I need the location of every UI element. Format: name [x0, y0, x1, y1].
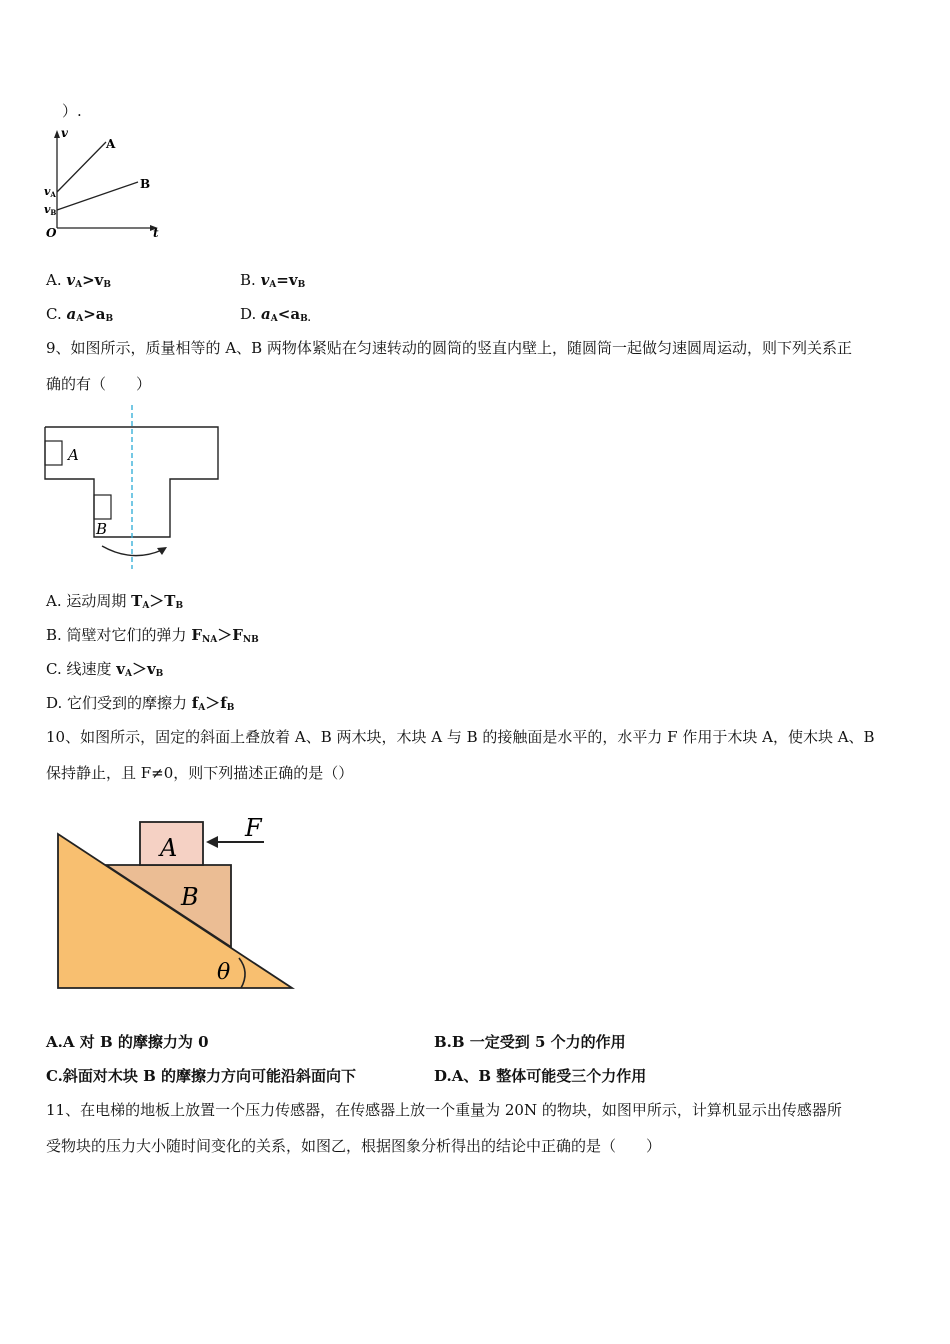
v-axis-arrow: [54, 130, 60, 138]
q11-stem-line1: 11、在电梯的地板上放置一个压力传感器，在传感器上放一个重量为 20N 的物块，如图甲所示，计算机显示出传感器所: [46, 1101, 842, 1119]
q9-option-c[interactable]: C. 线速度 $v_A>v_B$: [46, 660, 164, 679]
line-b: [57, 182, 138, 210]
q10-incline-figure: [56, 812, 306, 992]
q9-stem-line2: 确的有（ ）: [46, 375, 152, 393]
block-b: [94, 495, 111, 519]
q10-option-a[interactable]: A.A 对 B 的摩擦力为 0: [46, 1033, 209, 1051]
line-a: [57, 142, 106, 192]
q11-stem-line2: 受物块的压力大小随时间变化的关系，如图乙，根据图象分析得出的结论中正确的是（ ）: [46, 1137, 662, 1155]
line-a-label: A: [106, 137, 116, 151]
q9-stem-line1: 9、如图所示，质量相等的 A、B 两物体紧贴在匀速转动的圆筒的竖直内壁上，随圆筒一起做匀速圆周运动，则下列关系正: [46, 339, 852, 357]
q9-option-d[interactable]: D. 它们受到的摩擦力 $f_A>f_B$: [46, 694, 235, 713]
q8-vt-graph: [40, 124, 170, 244]
q8-option-b[interactable]: B. $v_A=v_B$: [240, 271, 306, 290]
q9-cylinder-figure: [44, 403, 229, 573]
block-b-label: B: [96, 520, 108, 538]
q10-stem-line1: 10、如图所示，固定的斜面上叠放着 A、B 两木块，木块 A 与 B 的接触面是水平的，水平力 F 作用于木块 A，使木块 A、B: [46, 728, 875, 746]
force-f-label: F: [245, 814, 262, 842]
q8-option-d[interactable]: D. $a_A<a_{B.}$: [240, 305, 311, 324]
previous-question-tail: ）.: [62, 102, 82, 120]
axis-t-label: t: [153, 226, 159, 240]
va-label: vA: [44, 185, 56, 199]
q10-option-b[interactable]: B.B 一定受到 5 个力的作用: [434, 1033, 626, 1051]
q10-stem-line2: 保持静止，且 F≠0，则下列描述正确的是（）: [46, 764, 354, 782]
axis-v-label: v: [61, 126, 68, 140]
block-a-label: A: [160, 834, 178, 862]
block-a: [45, 441, 62, 465]
q10-option-c[interactable]: C.斜面对木块 B 的摩擦力方向可能沿斜面向下: [46, 1067, 357, 1085]
force-f-arrowhead: [206, 836, 218, 848]
theta-label: θ: [217, 960, 231, 985]
q8-option-c[interactable]: C. $a_A>a_B$: [46, 305, 114, 324]
q9-option-b[interactable]: B. 筒壁对它们的弹力 $F_{NA}>F_{NB}$: [46, 626, 259, 645]
q10-option-d[interactable]: D.A、B 整体可能受三个力作用: [434, 1067, 647, 1085]
block-a-label: A: [68, 446, 79, 464]
vb-label: vB: [44, 203, 57, 217]
block-b-label: B: [181, 883, 199, 911]
q8-option-a[interactable]: A. $v_A>v_B$: [46, 271, 111, 290]
q9-option-a[interactable]: A. 运动周期 $T_A>T_B$: [46, 592, 184, 611]
line-b-label: B: [140, 177, 151, 191]
origin-label: O: [46, 226, 57, 240]
